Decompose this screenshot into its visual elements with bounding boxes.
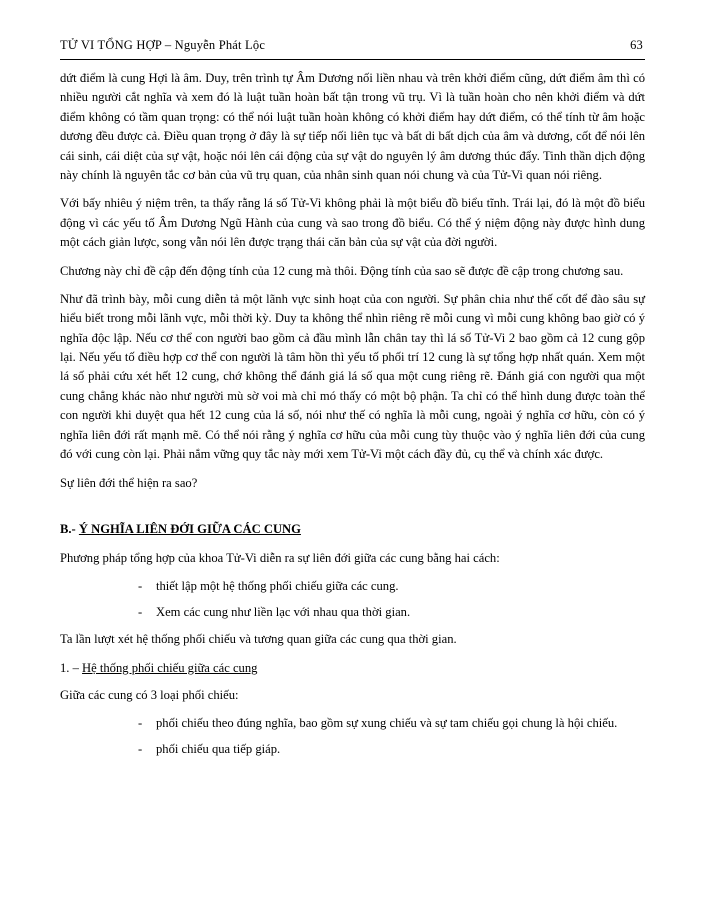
dash-bullet-icon: - (138, 605, 143, 620)
numbered-item-number: 1. – (60, 660, 83, 675)
list-item-label: Xem các cung như liền lạc với nhau qua thời gian. (156, 605, 411, 620)
paragraph-after-bullets: Ta lần lượt xét hệ thống phối chiếu và tương quan giữa các cung qua thời gian. (60, 632, 457, 647)
list-item-label: thiết lập một hệ thống phối chiếu giữa các cung. (156, 578, 399, 593)
list-item (60, 714, 645, 733)
dash-bullet-icon: - (138, 578, 143, 593)
list-item-label: phối chiếu qua tiếp giáp. (156, 742, 281, 757)
list-item (60, 603, 645, 622)
bullet-list-methods (60, 577, 645, 623)
page-header (60, 38, 645, 53)
numbered-item-label: Hệ thống phối chiếu giữa các cung (82, 660, 258, 675)
page-number: 63 (630, 38, 643, 52)
section-heading (60, 520, 645, 539)
document-body (60, 69, 645, 759)
paragraph-1: dứt điểm là cung Hợi là âm. Duy, trên trình tự Âm Dương nối liền nhau và trên khởi điểm cũng, dứt điểm âm thì có nhiều người cắt nghĩa và xem đó là luật tuần hoàn bất tận trong vũ trụ. Vì là tuần hoàn cho nên khởi điểm và dứt điểm không có tầm quan trọng: có thể nói luật tuần hoàn không có khởi điểm hay dứt điểm, có thể tính từ âm hoặc dương đều được cả. Điều quan trọng ở đây là sự tiếp nối liên tục và bất di bất dịch của âm và dương, cốt để nói lên cái sinh, cái diệt của sự vật, hoặc nói lên cái động của sự vật do nguyên lý âm dương thúc đẩy. Tinh thần dịch động này chính là nguyên tắc cơ bản của vũ trụ quan, của nhân sinh quan nói chung và của Tử-Vi quan nói riêng. (60, 71, 645, 182)
paragraph-2: Với bấy nhiêu ý niệm trên, ta thấy rằng lá số Tử-Vi không phải là một biểu đồ biểu tĩnh. Trái lại, đó là một đồ biểu động vì các yếu tố Âm Dương Ngũ Hành của cung và sao trong đồ biểu. Có thể ý niệm động này được hình dung một cách giản lược, song vẫn nói lên được trạng thái căn bản của sự vật của đời người. (60, 196, 645, 250)
list-item (60, 740, 645, 759)
paragraph-3: Chương này chỉ đề cập đến động tính của 12 cung mà thôi. Động tính của sao sẽ được đề cập trong chương sau. (60, 263, 624, 278)
numbered-item-1 (60, 659, 645, 678)
section-heading-prefix: B.- (60, 521, 79, 536)
paragraph-after-numbered: Giữa các cung có 3 loại phối chiếu: (60, 688, 239, 703)
dash-bullet-icon: - (138, 742, 143, 757)
list-item-label: phối chiếu theo đúng nghĩa, bao gồm sự xung chiếu và sự tam chiếu gọi chung là hội chiếu. (156, 715, 618, 730)
bullet-list-phoi-chieu (60, 714, 645, 760)
question-line: Sự liên đới thể hiện ra sao? (60, 476, 198, 491)
section-heading-label: Ý NGHĨA LIÊN ĐỚI GIỮA CÁC CUNG (78, 521, 301, 536)
list-item (60, 577, 645, 596)
dash-bullet-icon: - (138, 715, 143, 730)
paragraph-4: Như đã trình bày, mỗi cung diễn tả một lãnh vực sinh hoạt của con người. Sự phân chia như thế cốt để đào sâu sự hiểu biết trong mỗi lãnh vực, mỗi thời kỳ. Duy ta không thể nhìn riêng rẽ mỗi cung vì mỗi cung không bao giờ có ý nghĩa độc lập. Nếu cơ thể con người bao gồm cả đầu mình lẫn chân tay thì lá số Tử-Vi 2 bao gồm cả 12 cung gộp lại. Nếu yếu tố điều hợp cơ thể con người là tâm hồn thì yếu tố phối trí 12 cung là sự tổng hợp nhất quán. Xem một lá số phải cứu xét hết 12 cung, chớ không thể đánh giá lá số qua một cung riêng rẽ. Đánh giá con người qua một cung chẳng khác nào như người mù sờ voi mà chỉ mó thấy có một bộ phận. Ta chỉ có thể hình dung được toàn thể con người khi duyệt qua hết 12 cung của lá số, nói như thế có nghĩa là mỗi cung, ngoài ý nghĩa cơ hữu, còn có ý nghĩa liên đới rất mạnh mẽ. Có thể nói rằng ý nghĩa cơ hữu của mỗi cung tùy thuộc vào ý nghĩa liên đới của cung đó với cung còn lại. Phải nắm vững quy tắc này mới xem Tử-Vi một cách đầy đủ, cụ thể và chính xác được. (60, 291, 645, 462)
header-title: TỬ VI TỔNG HỢP – Nguyễn Phát Lộc (60, 38, 266, 52)
header-divider (60, 59, 645, 60)
paragraph-after-heading: Phương pháp tổng hợp của khoa Tử-Vi diễn ra sự liên đới giữa các cung bằng hai cách: (60, 551, 500, 566)
